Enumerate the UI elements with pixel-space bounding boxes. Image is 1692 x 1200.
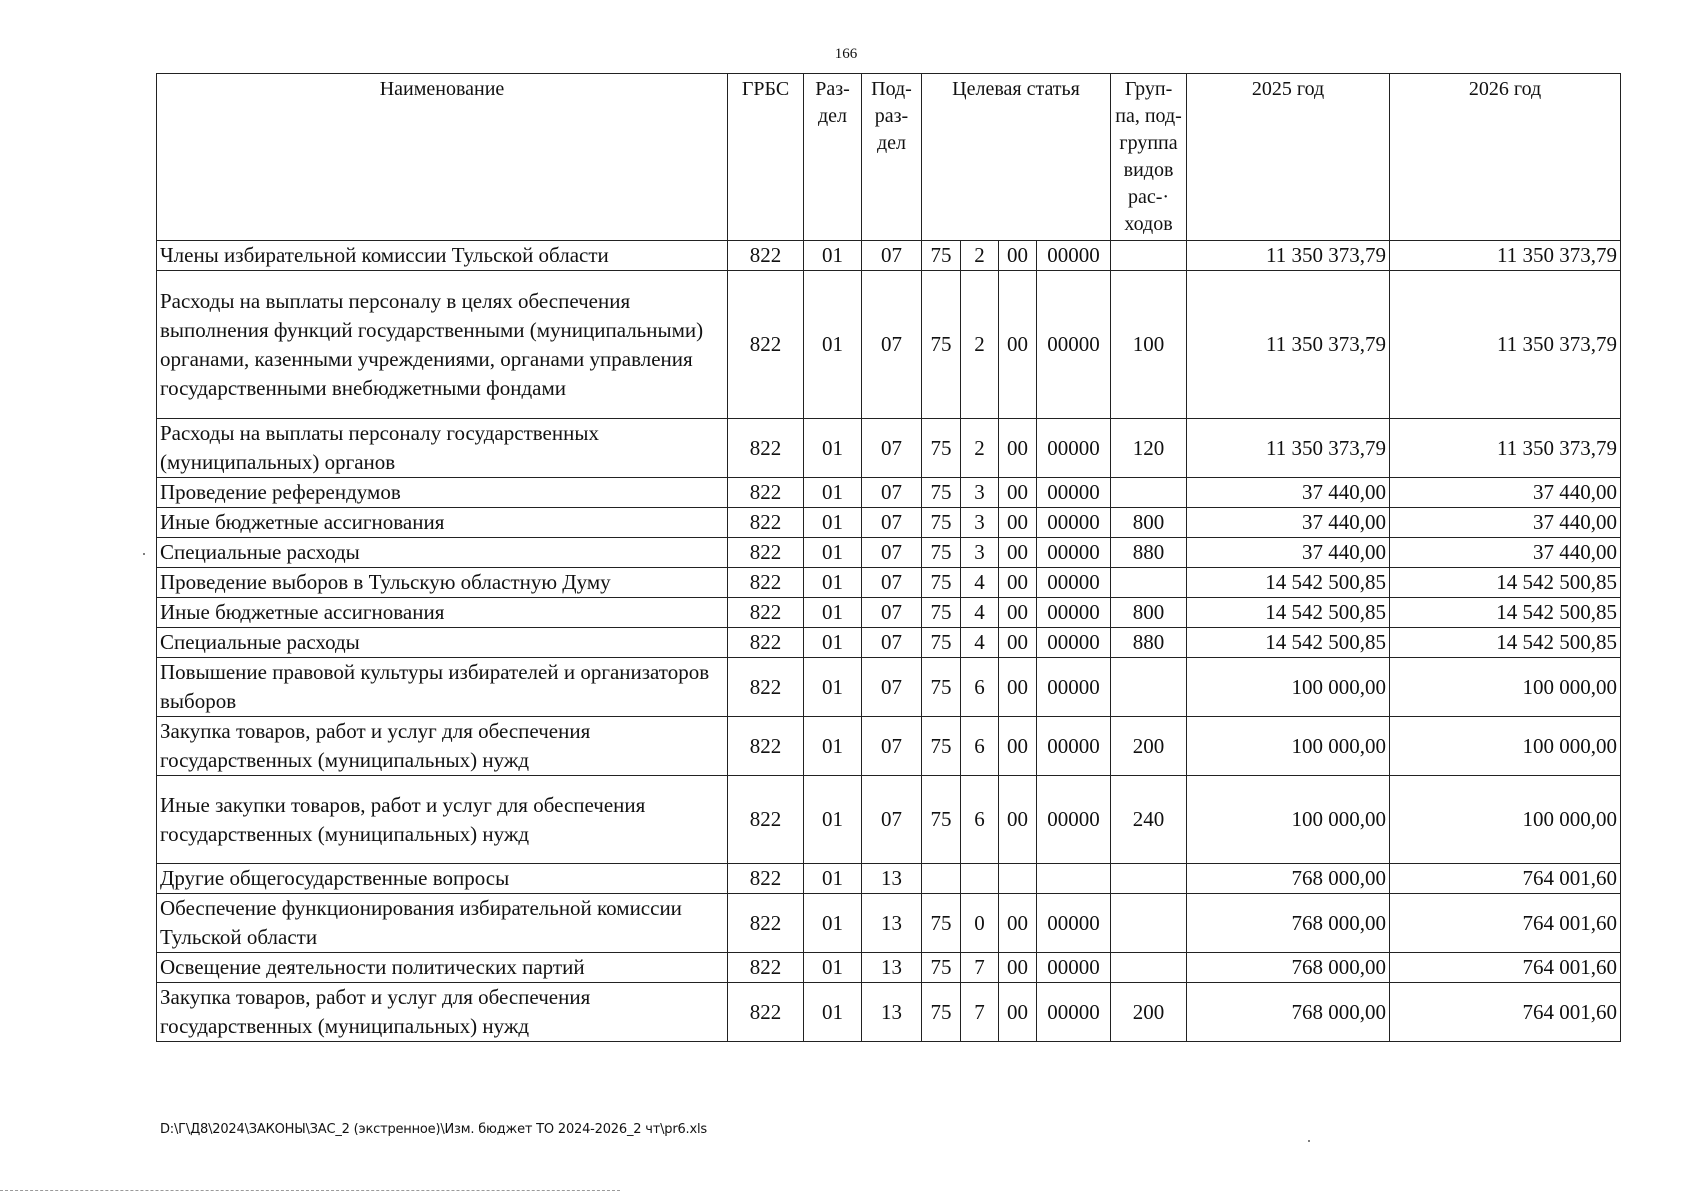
row-podrazdel: 07 bbox=[862, 776, 922, 864]
row-podrazdel: 07 bbox=[862, 598, 922, 628]
scan-speck bbox=[1308, 1140, 1310, 1142]
row-grbs: 822 bbox=[728, 478, 804, 508]
row-name: Закупка товаров, работ и услуг для обеспечения государственных (муниципальных) нужд bbox=[157, 717, 728, 776]
row-name: Специальные расходы bbox=[157, 538, 728, 568]
table-row bbox=[157, 983, 1621, 1042]
row-target-direction: 00 bbox=[999, 776, 1037, 864]
row-target-direction: 00 bbox=[999, 658, 1037, 717]
row-grbs: 822 bbox=[728, 241, 804, 271]
row-grbs: 822 bbox=[728, 628, 804, 658]
row-target-code: 00000 bbox=[1037, 776, 1111, 864]
table-row bbox=[157, 628, 1621, 658]
row-razdel: 01 bbox=[804, 983, 862, 1042]
row-razdel: 01 bbox=[804, 478, 862, 508]
row-expense-type: 200 bbox=[1111, 983, 1187, 1042]
row-target-direction: 00 bbox=[999, 271, 1037, 419]
row-podrazdel: 13 bbox=[862, 894, 922, 953]
row-grbs: 822 bbox=[728, 419, 804, 478]
row-target-direction: 00 bbox=[999, 538, 1037, 568]
row-target-type: 3 bbox=[961, 508, 999, 538]
row-expense-type bbox=[1111, 658, 1187, 717]
row-name: Проведение выборов в Тульскую областную Думу bbox=[157, 568, 728, 598]
header-grbs: ГРБС bbox=[728, 74, 804, 241]
row-target-program: 75 bbox=[922, 508, 961, 538]
row-grbs: 822 bbox=[728, 598, 804, 628]
row-expense-type: 120 bbox=[1111, 419, 1187, 478]
row-name: Другие общегосударственные вопросы bbox=[157, 864, 728, 894]
row-target-type: 4 bbox=[961, 568, 999, 598]
table-row bbox=[157, 508, 1621, 538]
scan-artifact-line bbox=[0, 1190, 620, 1191]
row-target-direction: 00 bbox=[999, 568, 1037, 598]
row-amount-2026: 764 001,60 bbox=[1390, 953, 1621, 983]
row-target-type: 3 bbox=[961, 478, 999, 508]
scan-speck bbox=[143, 553, 145, 555]
row-grbs: 822 bbox=[728, 894, 804, 953]
row-razdel: 01 bbox=[804, 658, 862, 717]
row-target-program: 75 bbox=[922, 478, 961, 508]
row-target-direction: 00 bbox=[999, 478, 1037, 508]
row-target-type: 2 bbox=[961, 419, 999, 478]
row-target-code: 00000 bbox=[1037, 478, 1111, 508]
row-amount-2025: 11 350 373,79 bbox=[1187, 271, 1390, 419]
row-target-type: 2 bbox=[961, 271, 999, 419]
header-expense-group: Груп- па, под- группа видов рас-· ходов bbox=[1111, 74, 1187, 241]
row-target-direction: 00 bbox=[999, 628, 1037, 658]
row-target-program: 75 bbox=[922, 894, 961, 953]
row-amount-2025: 100 000,00 bbox=[1187, 776, 1390, 864]
row-target-type: 4 bbox=[961, 598, 999, 628]
row-target-direction: 00 bbox=[999, 894, 1037, 953]
row-target-type: 7 bbox=[961, 953, 999, 983]
row-razdel: 01 bbox=[804, 717, 862, 776]
row-grbs: 822 bbox=[728, 983, 804, 1042]
row-target-type: 6 bbox=[961, 658, 999, 717]
table-row bbox=[157, 864, 1621, 894]
row-expense-type: 240 bbox=[1111, 776, 1187, 864]
row-razdel: 01 bbox=[804, 568, 862, 598]
row-grbs: 822 bbox=[728, 538, 804, 568]
row-amount-2025: 768 000,00 bbox=[1187, 894, 1390, 953]
row-amount-2026: 37 440,00 bbox=[1390, 508, 1621, 538]
row-podrazdel: 07 bbox=[862, 628, 922, 658]
row-expense-type bbox=[1111, 894, 1187, 953]
row-razdel: 01 bbox=[804, 894, 862, 953]
row-amount-2026: 100 000,00 bbox=[1390, 658, 1621, 717]
row-razdel: 01 bbox=[804, 241, 862, 271]
row-grbs: 822 bbox=[728, 568, 804, 598]
row-grbs: 822 bbox=[728, 953, 804, 983]
row-target-program: 75 bbox=[922, 568, 961, 598]
row-amount-2025: 14 542 500,85 bbox=[1187, 628, 1390, 658]
row-target-program: 75 bbox=[922, 241, 961, 271]
row-amount-2025: 11 350 373,79 bbox=[1187, 419, 1390, 478]
row-target-code: 00000 bbox=[1037, 538, 1111, 568]
row-target-direction: 00 bbox=[999, 953, 1037, 983]
row-target-program: 75 bbox=[922, 717, 961, 776]
row-target-code: 00000 bbox=[1037, 419, 1111, 478]
row-expense-type: 200 bbox=[1111, 717, 1187, 776]
budget-table bbox=[156, 73, 1621, 1042]
table-row bbox=[157, 894, 1621, 953]
row-target-code: 00000 bbox=[1037, 508, 1111, 538]
row-podrazdel: 13 bbox=[862, 953, 922, 983]
row-podrazdel: 13 bbox=[862, 983, 922, 1042]
row-target-type: 3 bbox=[961, 538, 999, 568]
row-target-code: 00000 bbox=[1037, 568, 1111, 598]
row-razdel: 01 bbox=[804, 271, 862, 419]
row-podrazdel: 07 bbox=[862, 271, 922, 419]
row-target-direction bbox=[999, 864, 1037, 894]
row-target-direction: 00 bbox=[999, 508, 1037, 538]
row-expense-type bbox=[1111, 568, 1187, 598]
row-amount-2025: 768 000,00 bbox=[1187, 983, 1390, 1042]
row-expense-type: 880 bbox=[1111, 538, 1187, 568]
row-razdel: 01 bbox=[804, 776, 862, 864]
row-name: Члены избирательной комиссии Тульской области bbox=[157, 241, 728, 271]
row-name: Иные бюджетные ассигнования bbox=[157, 508, 728, 538]
row-name: Специальные расходы bbox=[157, 628, 728, 658]
row-expense-type: 880 bbox=[1111, 628, 1187, 658]
row-amount-2025: 11 350 373,79 bbox=[1187, 241, 1390, 271]
row-razdel: 01 bbox=[804, 538, 862, 568]
row-target-code: 00000 bbox=[1037, 628, 1111, 658]
row-amount-2026: 14 542 500,85 bbox=[1390, 568, 1621, 598]
row-target-type bbox=[961, 864, 999, 894]
row-razdel: 01 bbox=[804, 598, 862, 628]
row-name: Расходы на выплаты персоналу государственных (муниципальных) органов bbox=[157, 419, 728, 478]
row-target-code: 00000 bbox=[1037, 894, 1111, 953]
row-target-program: 75 bbox=[922, 983, 961, 1042]
header-year-2026: 2026 год bbox=[1390, 74, 1621, 241]
table-row bbox=[157, 598, 1621, 628]
row-target-type: 6 bbox=[961, 717, 999, 776]
row-podrazdel: 07 bbox=[862, 658, 922, 717]
row-target-direction: 00 bbox=[999, 598, 1037, 628]
row-target-direction: 00 bbox=[999, 983, 1037, 1042]
row-expense-type bbox=[1111, 241, 1187, 271]
row-razdel: 01 bbox=[804, 864, 862, 894]
row-name: Освещение деятельности политических партий bbox=[157, 953, 728, 983]
table-row bbox=[157, 538, 1621, 568]
row-expense-type: 800 bbox=[1111, 598, 1187, 628]
table-row bbox=[157, 776, 1621, 864]
header-year-2025: 2025 год bbox=[1187, 74, 1390, 241]
row-amount-2026: 11 350 373,79 bbox=[1390, 419, 1621, 478]
row-amount-2025: 100 000,00 bbox=[1187, 658, 1390, 717]
row-amount-2026: 100 000,00 bbox=[1390, 717, 1621, 776]
row-target-program: 75 bbox=[922, 776, 961, 864]
row-target-code: 00000 bbox=[1037, 717, 1111, 776]
row-target-type: 6 bbox=[961, 776, 999, 864]
row-podrazdel: 07 bbox=[862, 419, 922, 478]
row-target-program: 75 bbox=[922, 419, 961, 478]
row-podrazdel: 07 bbox=[862, 538, 922, 568]
row-target-code: 00000 bbox=[1037, 983, 1111, 1042]
row-podrazdel: 07 bbox=[862, 568, 922, 598]
row-target-code: 00000 bbox=[1037, 953, 1111, 983]
row-target-direction: 00 bbox=[999, 419, 1037, 478]
row-target-code bbox=[1037, 864, 1111, 894]
table-row bbox=[157, 658, 1621, 717]
row-amount-2026: 37 440,00 bbox=[1390, 538, 1621, 568]
row-amount-2026: 37 440,00 bbox=[1390, 478, 1621, 508]
row-expense-type: 100 bbox=[1111, 271, 1187, 419]
row-expense-type bbox=[1111, 864, 1187, 894]
header-name: Наименование bbox=[157, 74, 728, 241]
row-razdel: 01 bbox=[804, 508, 862, 538]
row-name: Повышение правовой культуры избирателей и организаторов выборов bbox=[157, 658, 728, 717]
row-target-program: 75 bbox=[922, 953, 961, 983]
row-target-program: 75 bbox=[922, 538, 961, 568]
row-name: Иные закупки товаров, работ и услуг для обеспечения государственных (муниципальных) нужд bbox=[157, 776, 728, 864]
row-amount-2026: 14 542 500,85 bbox=[1390, 628, 1621, 658]
row-amount-2026: 11 350 373,79 bbox=[1390, 271, 1621, 419]
row-podrazdel: 07 bbox=[862, 717, 922, 776]
row-target-type: 2 bbox=[961, 241, 999, 271]
row-podrazdel: 13 bbox=[862, 864, 922, 894]
row-target-code: 00000 bbox=[1037, 271, 1111, 419]
table-row bbox=[157, 568, 1621, 598]
row-expense-type bbox=[1111, 953, 1187, 983]
row-podrazdel: 07 bbox=[862, 478, 922, 508]
row-amount-2025: 768 000,00 bbox=[1187, 953, 1390, 983]
row-target-type: 7 bbox=[961, 983, 999, 1042]
row-target-program: 75 bbox=[922, 271, 961, 419]
table-row bbox=[157, 271, 1621, 419]
row-target-program: 75 bbox=[922, 598, 961, 628]
header-target-article: Целевая статья bbox=[922, 74, 1111, 241]
table-row bbox=[157, 419, 1621, 478]
header-podrazdel: Под- раз- дел bbox=[862, 74, 922, 241]
row-target-code: 00000 bbox=[1037, 598, 1111, 628]
header-razdel: Раз- дел bbox=[804, 74, 862, 241]
row-amount-2026: 11 350 373,79 bbox=[1390, 241, 1621, 271]
row-name: Обеспечение функционирования избирательной комиссии Тульской области bbox=[157, 894, 728, 953]
row-expense-type: 800 bbox=[1111, 508, 1187, 538]
row-name: Закупка товаров, работ и услуг для обеспечения государственных (муниципальных) нужд bbox=[157, 983, 728, 1042]
page-number: 166 bbox=[834, 46, 858, 62]
row-grbs: 822 bbox=[728, 864, 804, 894]
row-amount-2025: 37 440,00 bbox=[1187, 508, 1390, 538]
row-amount-2026: 14 542 500,85 bbox=[1390, 598, 1621, 628]
row-razdel: 01 bbox=[804, 953, 862, 983]
row-razdel: 01 bbox=[804, 628, 862, 658]
table-row bbox=[157, 241, 1621, 271]
row-amount-2026: 764 001,60 bbox=[1390, 894, 1621, 953]
row-amount-2025: 37 440,00 bbox=[1187, 478, 1390, 508]
row-amount-2025: 14 542 500,85 bbox=[1187, 598, 1390, 628]
file-path-footer: D:\Г\Д8\2024\ЗАКОНЫ\ЗАС_2 (экстренное)\Изм. бюджет ТО 2024-2026_2 чт\pr6.xls bbox=[160, 1122, 707, 1137]
row-target-program bbox=[922, 864, 961, 894]
row-amount-2026: 764 001,60 bbox=[1390, 983, 1621, 1042]
row-expense-type bbox=[1111, 478, 1187, 508]
row-amount-2026: 764 001,60 bbox=[1390, 864, 1621, 894]
row-podrazdel: 07 bbox=[862, 508, 922, 538]
row-grbs: 822 bbox=[728, 717, 804, 776]
row-target-type: 0 bbox=[961, 894, 999, 953]
table-row bbox=[157, 953, 1621, 983]
row-target-code: 00000 bbox=[1037, 658, 1111, 717]
row-grbs: 822 bbox=[728, 271, 804, 419]
table-row bbox=[157, 478, 1621, 508]
row-name: Расходы на выплаты персоналу в целях обеспечения выполнения функций государственными (муниципальными) органами, казенными учреждениями, органами управления государственными внебюджетными фондами bbox=[157, 271, 728, 419]
row-name: Проведение референдумов bbox=[157, 478, 728, 508]
row-target-code: 00000 bbox=[1037, 241, 1111, 271]
table-row bbox=[157, 717, 1621, 776]
row-target-direction: 00 bbox=[999, 717, 1037, 776]
table-header-row bbox=[157, 74, 1621, 241]
row-amount-2025: 768 000,00 bbox=[1187, 864, 1390, 894]
row-target-type: 4 bbox=[961, 628, 999, 658]
row-grbs: 822 bbox=[728, 508, 804, 538]
row-razdel: 01 bbox=[804, 419, 862, 478]
row-grbs: 822 bbox=[728, 658, 804, 717]
row-amount-2025: 14 542 500,85 bbox=[1187, 568, 1390, 598]
row-amount-2026: 100 000,00 bbox=[1390, 776, 1621, 864]
row-amount-2025: 100 000,00 bbox=[1187, 717, 1390, 776]
row-grbs: 822 bbox=[728, 776, 804, 864]
row-target-program: 75 bbox=[922, 658, 961, 717]
row-name: Иные бюджетные ассигнования bbox=[157, 598, 728, 628]
row-amount-2025: 37 440,00 bbox=[1187, 538, 1390, 568]
row-target-direction: 00 bbox=[999, 241, 1037, 271]
row-target-program: 75 bbox=[922, 628, 961, 658]
row-podrazdel: 07 bbox=[862, 241, 922, 271]
